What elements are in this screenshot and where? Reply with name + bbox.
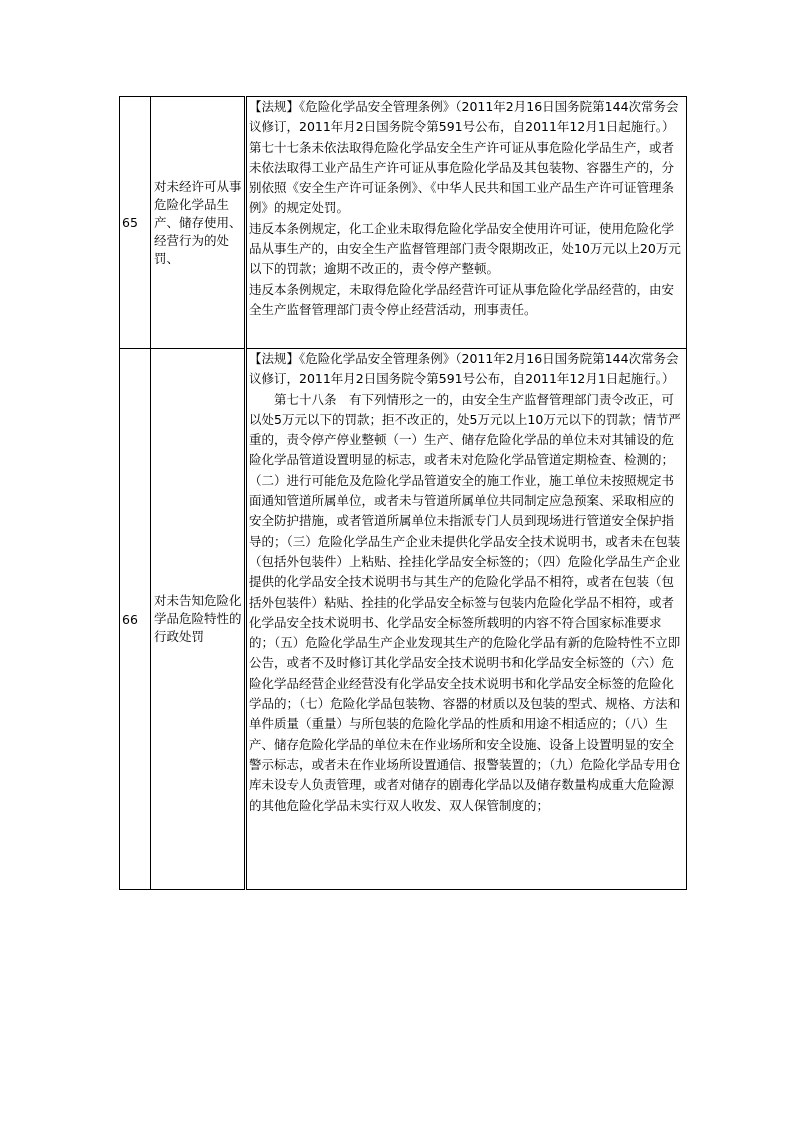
regulation-table: [119, 96, 687, 890]
row-title: 对未经许可从事危险化学品生产、储存使用、经营行为的处罚、: [151, 97, 246, 349]
regulation-source: 【法规】《危险化学品安全管理条例》（2011年2月16日国务院第144次常务会议修订，2011年月2日国务院令第591号公布，自2011年12月1日起施行。）: [249, 99, 679, 135]
table-row: [120, 97, 687, 349]
row-number: 66: [120, 349, 151, 890]
article-text: 违反本条例规定，化工企业未取得危险化学品安全使用许可证，使用危险化学品从事生产的，由安全生产监督管理部门责令限期改正，处10万元以上20万元以下的罚款；逾期不改正的，责令停产整顿。: [249, 220, 681, 277]
table-row: [120, 349, 687, 890]
article-text: 违反本条例规定，未取得危险化学品经营许可证从事危险化学品经营的，由安全生产监督管理部门责令停止经营活动，刑事责任。: [249, 281, 675, 317]
row-content: [246, 97, 687, 349]
row-content: [246, 349, 687, 890]
row-number: 65: [120, 97, 151, 349]
row-title: 对未告知危险化学品危险特性的行政处罚: [151, 349, 246, 890]
article-text: 第七十七条未依法取得危险化学品安全生产许可证从事危险化学品生产，或者未依法取得工业产品生产许可证从事危险化学品及其包装物、容器生产的，分别依照《安全生产许可证条例》、《中华人民共和国工业产品生产许可证管理条例》的规定处罚。: [249, 139, 675, 216]
regulation-source: 【法规】《危险化学品安全管理条例》（2011年2月16日国务院第144次常务会议修订，2011年月2日国务院令第591号公布，自2011年12月1日起施行。）: [249, 351, 679, 387]
article-text: 第七十八条 有下列情形之一的，由安全生产监督管理部门责令改正，可以处5万元以下的罚款；拒不改正的，处5万元以上10万元以下的罚款；情节严重的，责令停产停业整顿（一）生产、储存危险化学品的单位未对其铺设的危险化学品管道设置明显的标志，或者未对危险化学品管道定期检查、检测的；（二）进行可能危及危险化学品管道安全的施工作业，施工单位未按照规定书面通知管道所属单位，或者未与管道所属单位共同制定应急预案、采取相应的安全防护措施，或者管道所属单位未指派专门人员到现场进行管道安全保护指导的；（三）危险化学品生产企业未提供化学品安全技术说明书，或者未在包装（包括外包装件）上粘贴、拴挂化学品安全标签的；（四）危险化学品生产企业提供的化学品安全技术说明书与其生产的危险化学品不相符，或者在包装（包括外包装件）粘贴、拴挂的化学品安全标签与包装内危险化学品不相符，或者化学品安全技术说明书、化学品安全标签所载明的内容不符合国家标准要求的；（五）危险化学品生产企业发现其生产的危险化学品有新的危险特性不立即公告，或者不及时修订其化学品安全技术说明书和化学品安全标签的（六）危险化学品经营企业经营没有化学品安全技术说明书和化学品安全标签的危险化学品的；（七）危险化学品包装物、容器的材质以及包装的型式、规格、方法和单件质量（重量）与所包装的危险化学品的性质和用途不相适应的；（八）生产、储存危险化学品的单位未在作业场所和安全设施、设备上设置明显的安全警示标志，或者未在作业场所设置通信、报警装置的；（九）危险化学品专用仓库未设专人负责管理，或者对储存的剧毒化学品以及储存数量构成重大危险源的其他危险化学品未实行双人收发、双人保管制度的；: [249, 391, 681, 813]
